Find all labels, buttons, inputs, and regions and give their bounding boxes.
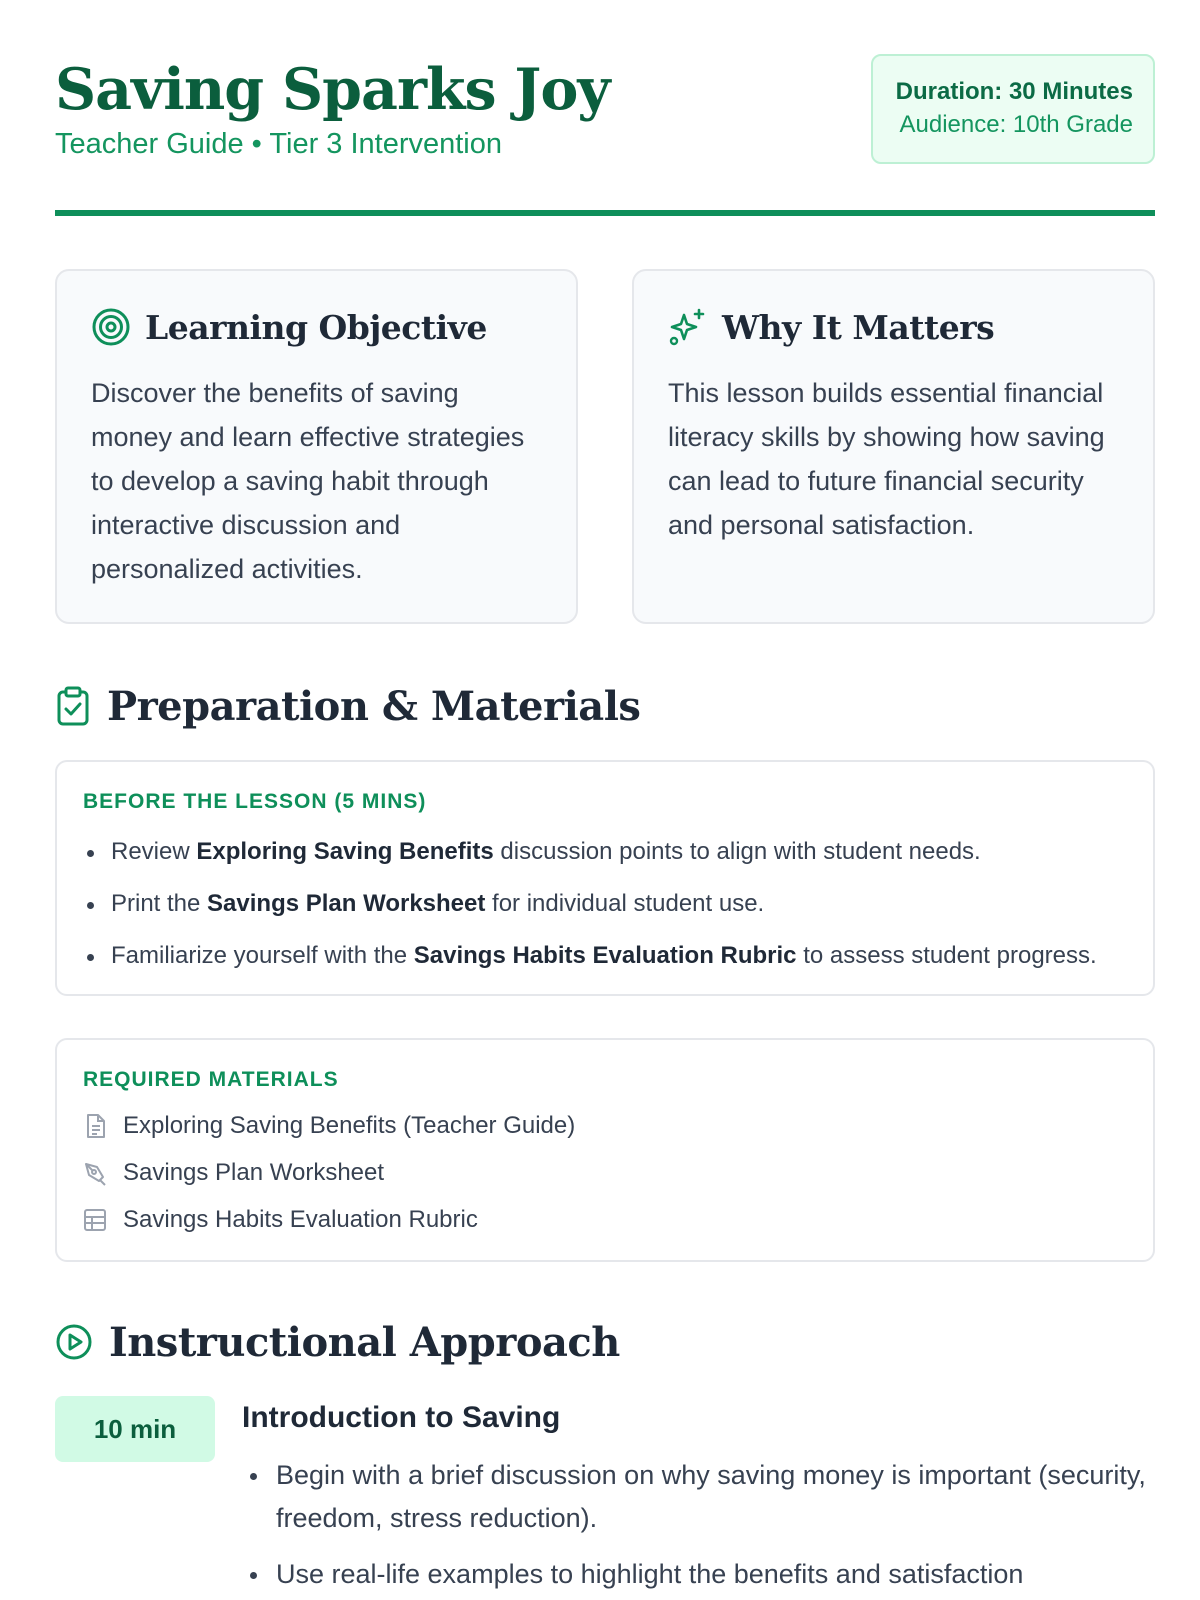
list-item (83, 1102, 1127, 1149)
preparation-title: Preparation & Materials (107, 682, 641, 730)
material-label: Exploring Saving Benefits (Teacher Guide) (123, 1112, 576, 1139)
why-it-matters-title: Why It Matters (722, 307, 995, 347)
table-icon (83, 1207, 107, 1233)
step-list (242, 1454, 1155, 1600)
material-label: Savings Plan Worksheet (123, 1159, 385, 1186)
list-item (83, 1149, 1127, 1196)
why-it-matters-text: This lesson builds essential financial literacy skills by showing how saving can lead to future financial security and personal satisfaction. (668, 378, 1105, 540)
pen-tool-icon (83, 1160, 107, 1186)
list-item: Print the Savings Plan Worksheet for individual student use. (83, 878, 1127, 930)
target-icon (91, 307, 131, 347)
why-it-matters-header (668, 301, 1123, 353)
learning-objective-text: Discover the benefits of saving money and learn effective strategies to develop a saving habit through interactive discussion and personalized activities. (91, 378, 525, 584)
before-lesson-list (83, 826, 1127, 982)
required-materials-list (83, 1102, 1127, 1243)
list-item: Review Exploring Saving Benefits discussion points to align with student needs. (83, 826, 1127, 878)
document-icon (83, 1113, 107, 1139)
preparation-section-header (55, 676, 640, 736)
before-lesson-label: BEFORE THE LESSON (5 MINS) (83, 790, 427, 813)
overview-cards (55, 269, 1155, 624)
step-title: Introduction to Saving (242, 1401, 561, 1434)
audience-label: Audience: 10th Grade (899, 111, 1133, 138)
instruction-section-header (55, 1312, 620, 1372)
step-time-badge: 10 min (55, 1396, 215, 1462)
learning-objective-header (91, 301, 546, 353)
lesson-page (55, 0, 1155, 1589)
why-it-matters-card (632, 269, 1155, 624)
material-label: Savings Habits Evaluation Rubric (123, 1206, 478, 1233)
clipboard-check-icon (55, 686, 91, 726)
page-header (55, 0, 1155, 216)
list-item: Familiarize yourself with the Savings Habits Evaluation Rubric to assess student progress. (83, 930, 1127, 982)
required-materials-box (55, 1038, 1155, 1262)
required-materials-label: REQUIRED MATERIALS (83, 1068, 339, 1091)
learning-objective-title: Learning Objective (145, 307, 487, 347)
duration-label: Duration: 30 Minutes (895, 78, 1133, 105)
list-item (83, 1196, 1127, 1243)
instruction-title: Instructional Approach (109, 1318, 620, 1366)
list-item: Begin with a brief discussion on why saving money is important (security, freedom, stress reduction). (242, 1454, 1155, 1540)
page-subtitle: Teacher Guide • Tier 3 Intervention (55, 128, 503, 160)
page-title: Saving Sparks Joy (55, 56, 610, 123)
play-circle-icon (55, 1323, 93, 1361)
list-item: Use real-life examples to highlight the benefits and satisfaction (242, 1553, 1155, 1596)
lesson-meta-box (871, 54, 1155, 164)
before-lesson-box (55, 760, 1155, 996)
sparkles-icon (668, 307, 708, 347)
learning-objective-card (55, 269, 578, 624)
